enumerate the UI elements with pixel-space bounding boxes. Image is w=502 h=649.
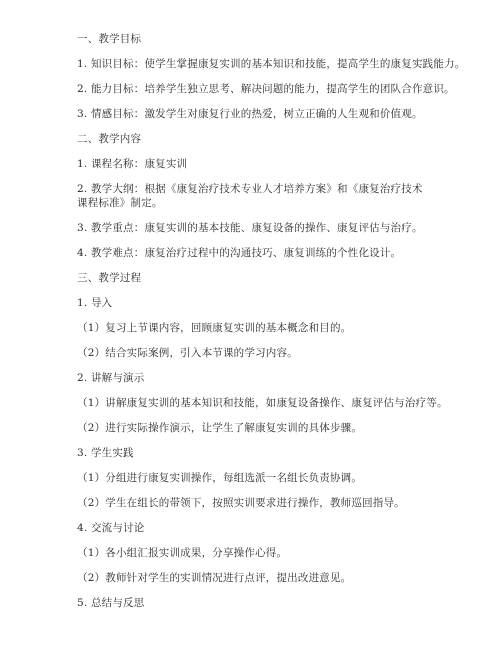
objective-ability: 2. 能力目标：培养学生独立思考、解决问题的能力，提高学生的团队合作意识。 <box>77 83 455 95</box>
content-syllabus: 2. 教学大纲：根据《康复治疗技术专业人才培养方案》和《康复治疗技术课程标准》制定。 <box>77 183 423 209</box>
objective-emotion: 3. 情感目标：激发学生对康复行业的热爱，树立正确的人生观和价值观。 <box>77 108 423 120</box>
content-difficulties: 4. 教学难点：康复治疗过程中的沟通技巧、康复训练的个性化设计。 <box>77 247 402 259</box>
step-discussion-title: 4. 交流与讨论 <box>77 522 145 534</box>
step-intro-item-2: （2）结合实际案例，引入本节课的学习内容。 <box>77 347 298 359</box>
section-heading-process: 三、教学过程 <box>77 272 142 284</box>
section-heading-content: 二、教学内容 <box>77 133 142 145</box>
content-key-points: 3. 教学重点：康复实训的基本技能、康复设备的操作、康复评估与治疗。 <box>77 222 423 234</box>
step-practice-title: 3. 学生实践 <box>77 447 134 459</box>
step-discussion-item-1: （1）各小组汇报实训成果，分享操作心得。 <box>77 547 288 559</box>
step-lecture-title: 2. 讲解与演示 <box>77 372 145 384</box>
step-lecture-item-1: （1）讲解康复实训的基本知识和技能，如康复设备操作、康复评估与治疗等。 <box>77 397 448 409</box>
step-practice-item-2: （2）学生在组长的带领下，按照实训要求进行操作，教师巡回指导。 <box>77 497 405 509</box>
content-course-name: 1. 课程名称：康复实训 <box>77 158 188 170</box>
objective-knowledge: 1. 知识目标：使学生掌握康复实训的基本知识和技能，提高学生的康复实践能力。 <box>77 58 466 70</box>
step-intro-item-1: （1）复习上节课内容，回顾康复实训的基本概念和目的。 <box>77 322 352 334</box>
step-practice-item-1: （1）分组进行康复实训操作，每组选派一名组长负责协调。 <box>77 472 363 484</box>
step-intro-title: 1. 导入 <box>77 297 113 309</box>
step-discussion-item-2: （2）教师针对学生的实训情况进行点评，提出改进意见。 <box>77 572 352 584</box>
step-summary-title: 5. 总结与反思 <box>77 597 145 609</box>
step-lecture-item-2: （2）进行实际操作演示，让学生了解康复实训的具体步骤。 <box>77 422 363 434</box>
section-heading-objectives: 一、教学目标 <box>77 33 142 45</box>
